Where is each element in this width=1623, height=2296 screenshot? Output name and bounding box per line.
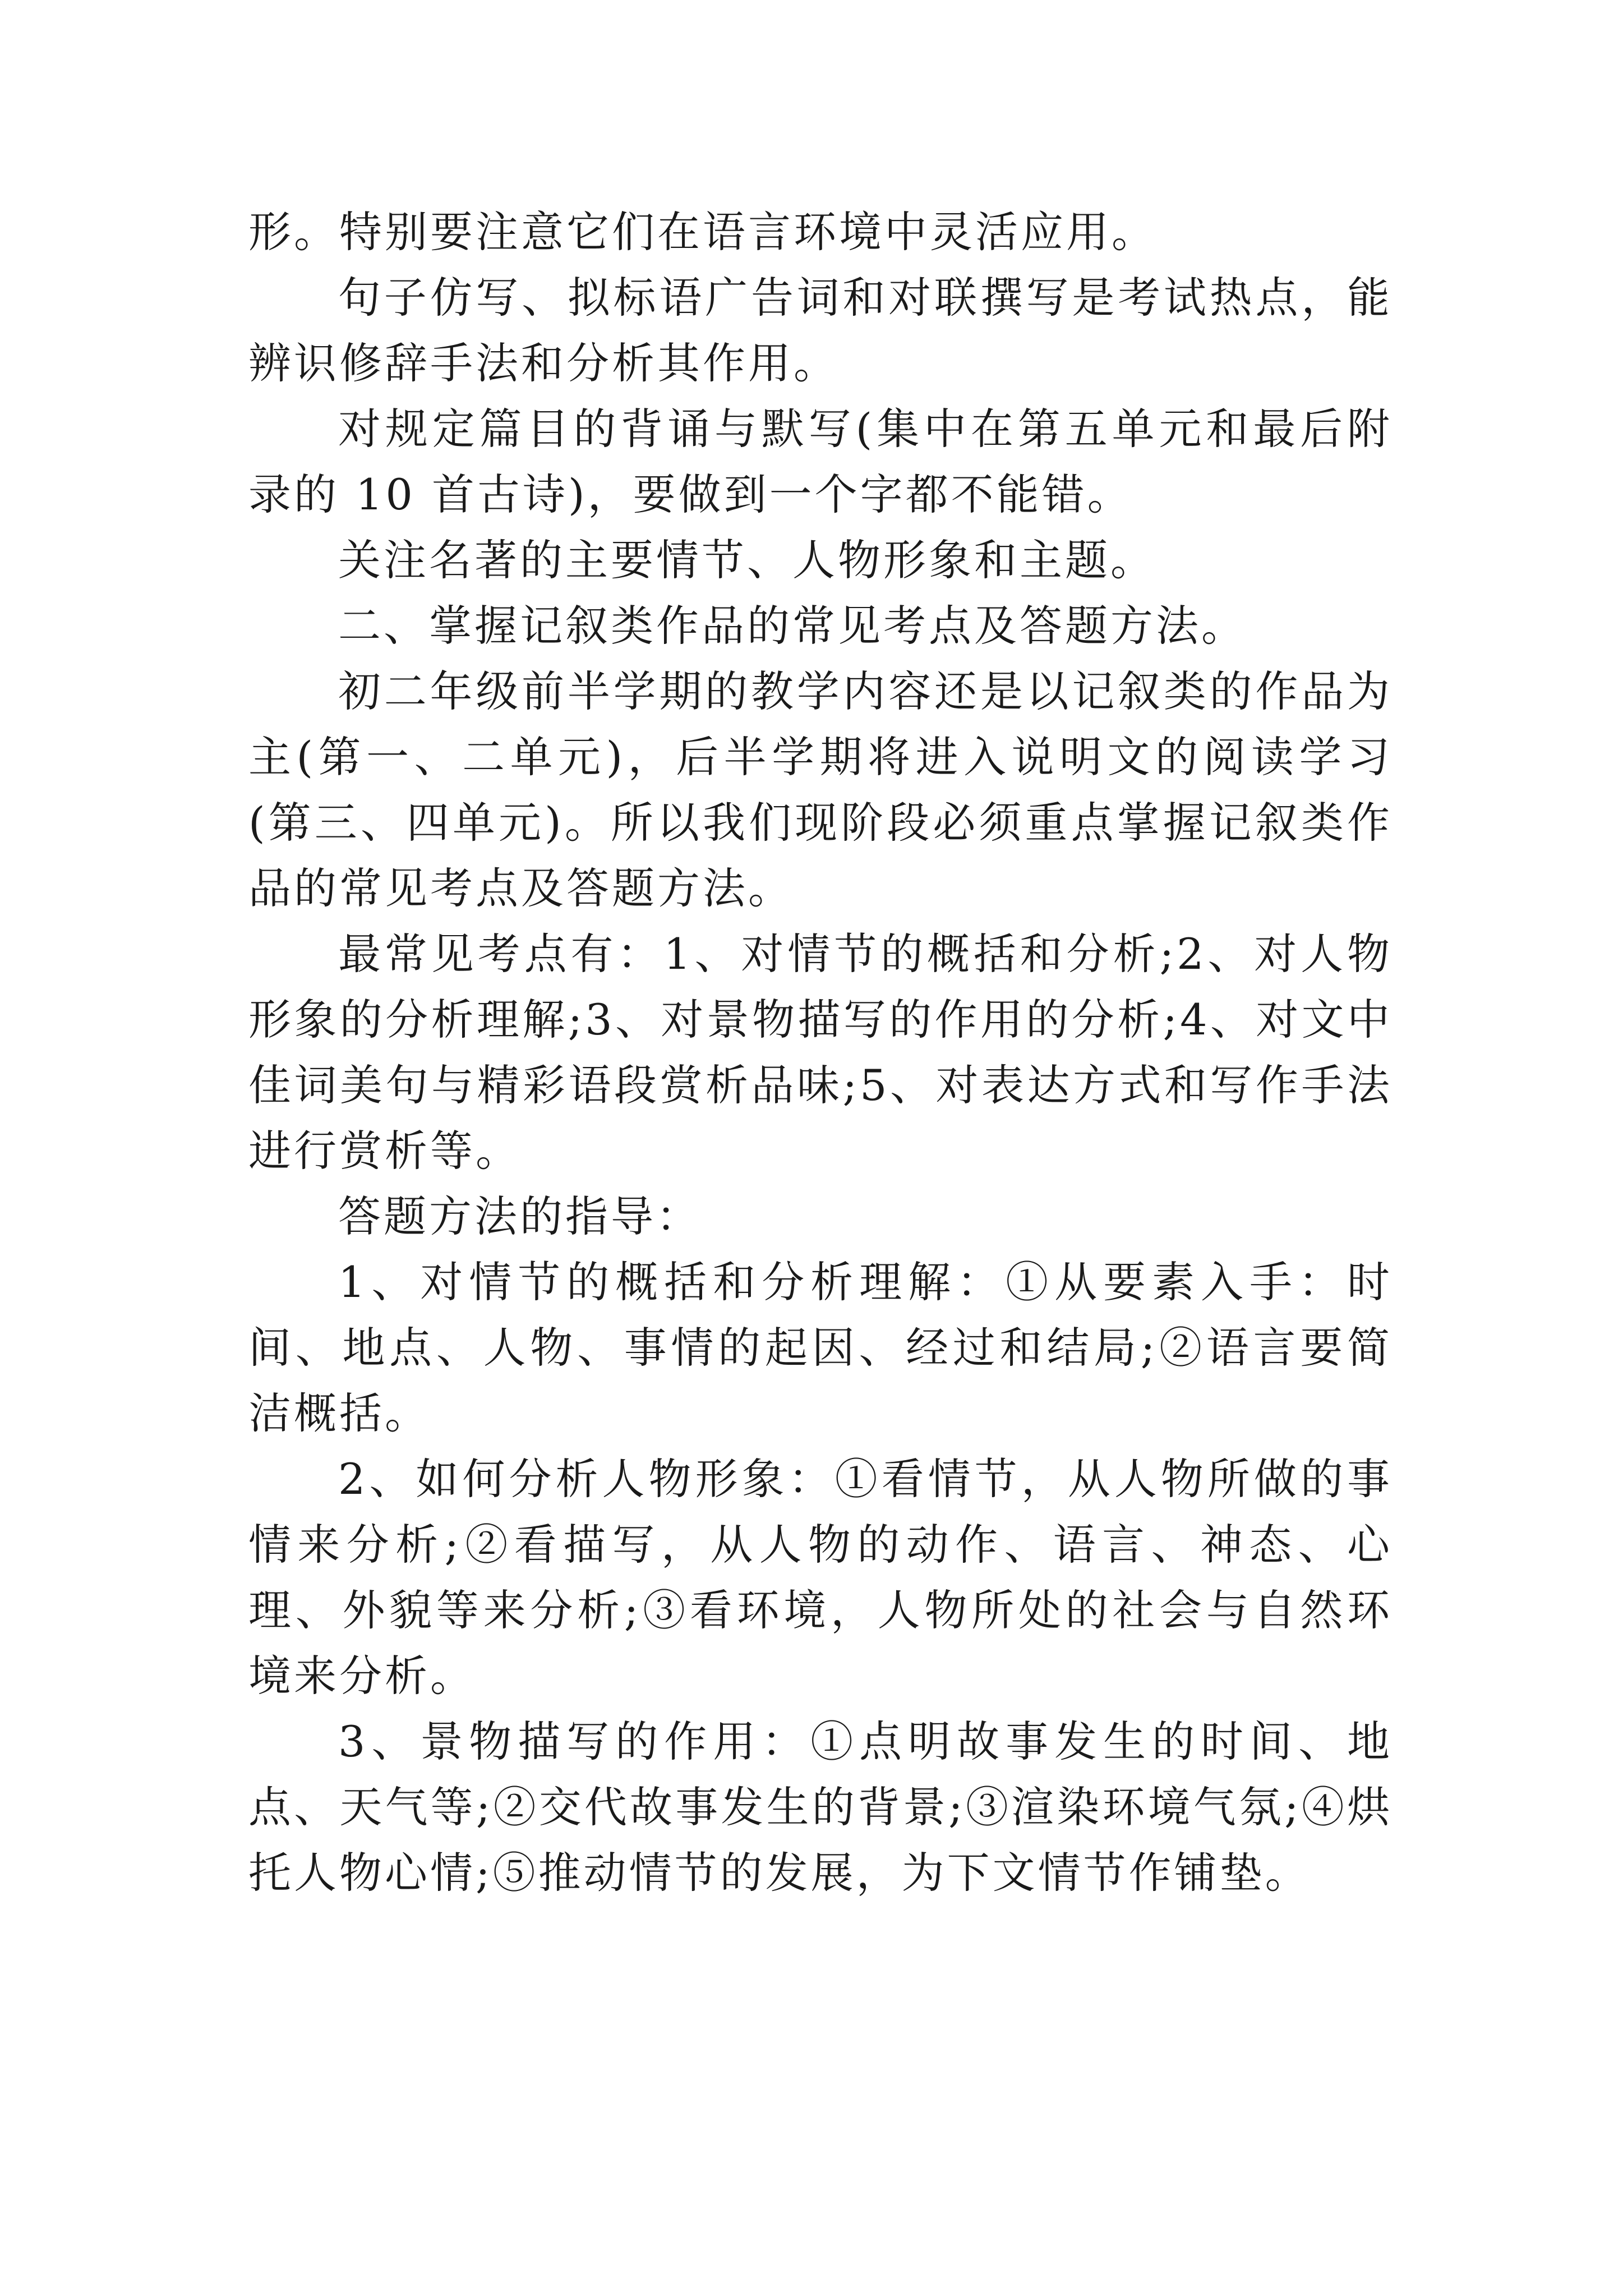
paragraph-recitation: 对规定篇目的背诵与默写(集中在第五单元和最后附录的 10 首古诗)，要做到一个字都不能错。: [248, 404, 1393, 519]
paragraph-common-points: 最常见考点有：1、对情节的概括和分析;2、对人物形象的分析理解;3、对景物描写的作用的分析;4、对文中佳词美句与精彩语段赏析品味;5、对表达方式和写作手法进行赏析等。: [248, 929, 1393, 1176]
paragraph-scenery-description: 3、景物描写的作用：①点明故事发生的时间、地点、天气等;②交代故事发生的背景;③渲染环境气氛;④烘托人物心情;⑤推动情节的发展，为下文情节作铺垫。: [248, 1717, 1393, 1898]
body-text: [248, 199, 1393, 1906]
paragraph-classics: 关注名著的主要情节、人物形象和主题。: [338, 535, 1156, 585]
paragraph-sentence-writing: 句子仿写、拟标语广告词和对联撰写是考试热点，能辨识修辞手法和分析其作用。: [248, 273, 1393, 388]
paragraph-method-guide: 答题方法的指导：: [338, 1191, 702, 1241]
paragraph-plot-analysis: 1、对情节的概括和分析理解：①从要素入手：时间、地点、人物、事情的起因、经过和结局;②语言要简洁概括。: [248, 1257, 1393, 1438]
paragraph-character-analysis: 2、如何分析人物形象：①看情节，从人物所做的事情来分析;②看描写，从人物的动作、语言、神态、心理、外貌等来分析;③看环境，人物所处的社会与自然环境来分析。: [248, 1454, 1393, 1701]
paragraph-semester-content: 初二年级前半学期的教学内容还是以记叙类的作品为主(第一、二单元)，后半学期将进入说明文的阅读学习(第三、四单元)。所以我们现阶段必须重点掌握记叙类作品的常见考点及答题方法。: [248, 666, 1393, 913]
section-heading-narrative: 二、掌握记叙类作品的常见考点及答题方法。: [338, 601, 1247, 651]
paragraph-continuation: 形。特别要注意它们在语言环境中灵活应用。: [248, 207, 1157, 257]
